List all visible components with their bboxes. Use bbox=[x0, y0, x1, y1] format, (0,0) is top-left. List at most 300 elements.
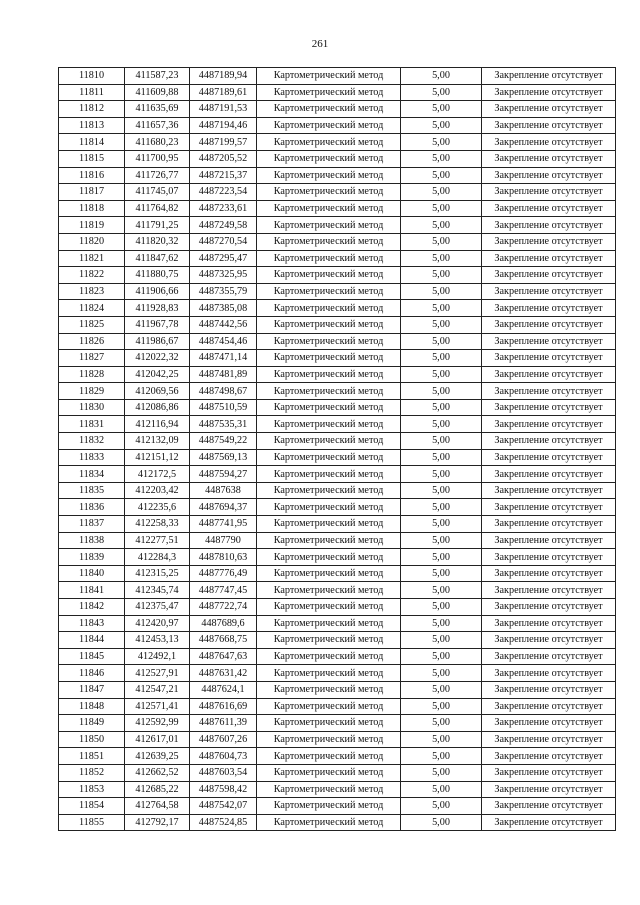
fixing-cell: Закрепление отсутствует bbox=[482, 532, 616, 549]
x-coordinate-cell: 411609,88 bbox=[125, 84, 190, 101]
point-number-cell: 11844 bbox=[59, 632, 125, 649]
fixing-cell: Закрепление отсутствует bbox=[482, 565, 616, 582]
method-cell: Картометрический метод bbox=[257, 433, 401, 450]
point-number-cell: 11836 bbox=[59, 499, 125, 516]
point-number-cell: 11855 bbox=[59, 814, 125, 831]
fixing-cell: Закрепление отсутствует bbox=[482, 466, 616, 483]
table-row bbox=[59, 350, 616, 367]
fixing-cell: Закрепление отсутствует bbox=[482, 217, 616, 234]
table-row bbox=[59, 549, 616, 566]
table-row bbox=[59, 366, 616, 383]
fixing-cell: Закрепление отсутствует bbox=[482, 283, 616, 300]
x-coordinate-cell: 411791,25 bbox=[125, 217, 190, 234]
error-cell: 5,00 bbox=[401, 698, 482, 715]
fixing-cell: Закрепление отсутствует bbox=[482, 665, 616, 682]
table-row bbox=[59, 433, 616, 450]
point-number-cell: 11821 bbox=[59, 250, 125, 267]
error-cell: 5,00 bbox=[401, 200, 482, 217]
error-cell: 5,00 bbox=[401, 101, 482, 118]
point-number-cell: 11825 bbox=[59, 316, 125, 333]
fixing-cell: Закрепление отсутствует bbox=[482, 316, 616, 333]
x-coordinate-cell: 411906,66 bbox=[125, 283, 190, 300]
fixing-cell: Закрепление отсутствует bbox=[482, 698, 616, 715]
x-coordinate-cell: 412571,41 bbox=[125, 698, 190, 715]
y-coordinate-cell: 4487223,54 bbox=[190, 184, 257, 201]
x-coordinate-cell: 411657,36 bbox=[125, 117, 190, 134]
page-number: 261 bbox=[311, 38, 329, 50]
x-coordinate-cell: 412277,51 bbox=[125, 532, 190, 549]
error-cell: 5,00 bbox=[401, 798, 482, 815]
point-number-cell: 11822 bbox=[59, 267, 125, 284]
error-cell: 5,00 bbox=[401, 300, 482, 317]
error-cell: 5,00 bbox=[401, 781, 482, 798]
y-coordinate-cell: 4487325,95 bbox=[190, 267, 257, 284]
point-number-cell: 11816 bbox=[59, 167, 125, 184]
point-number-cell: 11824 bbox=[59, 300, 125, 317]
point-number-cell: 11812 bbox=[59, 101, 125, 118]
fixing-cell: Закрепление отсутствует bbox=[482, 814, 616, 831]
method-cell: Картометрический метод bbox=[257, 681, 401, 698]
table-row bbox=[59, 648, 616, 665]
fixing-cell: Закрепление отсутствует bbox=[482, 117, 616, 134]
table-row bbox=[59, 150, 616, 167]
error-cell: 5,00 bbox=[401, 582, 482, 599]
error-cell: 5,00 bbox=[401, 565, 482, 582]
error-cell: 5,00 bbox=[401, 532, 482, 549]
y-coordinate-cell: 4487722,74 bbox=[190, 599, 257, 616]
method-cell: Картометрический метод bbox=[257, 632, 401, 649]
method-cell: Картометрический метод bbox=[257, 416, 401, 433]
error-cell: 5,00 bbox=[401, 648, 482, 665]
x-coordinate-cell: 412258,33 bbox=[125, 516, 190, 533]
method-cell: Картометрический метод bbox=[257, 399, 401, 416]
y-coordinate-cell: 4487189,94 bbox=[190, 68, 257, 85]
y-coordinate-cell: 4487205,52 bbox=[190, 150, 257, 167]
table-row bbox=[59, 781, 616, 798]
error-cell: 5,00 bbox=[401, 333, 482, 350]
x-coordinate-cell: 412151,12 bbox=[125, 449, 190, 466]
table-row bbox=[59, 383, 616, 400]
point-number-cell: 11827 bbox=[59, 350, 125, 367]
error-cell: 5,00 bbox=[401, 383, 482, 400]
error-cell: 5,00 bbox=[401, 499, 482, 516]
x-coordinate-cell: 411967,78 bbox=[125, 316, 190, 333]
fixing-cell: Закрепление отсутствует bbox=[482, 731, 616, 748]
method-cell: Картометрический метод bbox=[257, 731, 401, 748]
method-cell: Картометрический метод bbox=[257, 217, 401, 234]
method-cell: Картометрический метод bbox=[257, 150, 401, 167]
x-coordinate-cell: 411847,62 bbox=[125, 250, 190, 267]
table-row bbox=[59, 449, 616, 466]
error-cell: 5,00 bbox=[401, 814, 482, 831]
point-number-cell: 11815 bbox=[59, 150, 125, 167]
error-cell: 5,00 bbox=[401, 764, 482, 781]
x-coordinate-cell: 412345,74 bbox=[125, 582, 190, 599]
y-coordinate-cell: 4487542,07 bbox=[190, 798, 257, 815]
error-cell: 5,00 bbox=[401, 549, 482, 566]
x-coordinate-cell: 412764,58 bbox=[125, 798, 190, 815]
table-row bbox=[59, 615, 616, 632]
y-coordinate-cell: 4487535,31 bbox=[190, 416, 257, 433]
method-cell: Картометрический метод bbox=[257, 516, 401, 533]
y-coordinate-cell: 4487790 bbox=[190, 532, 257, 549]
y-coordinate-cell: 4487270,54 bbox=[190, 233, 257, 250]
x-coordinate-cell: 412662,52 bbox=[125, 764, 190, 781]
fixing-cell: Закрепление отсутствует bbox=[482, 68, 616, 85]
table-row bbox=[59, 200, 616, 217]
table-row bbox=[59, 416, 616, 433]
method-cell: Картометрический метод bbox=[257, 333, 401, 350]
fixing-cell: Закрепление отсутствует bbox=[482, 632, 616, 649]
x-coordinate-cell: 412069,56 bbox=[125, 383, 190, 400]
y-coordinate-cell: 4487694,37 bbox=[190, 499, 257, 516]
point-number-cell: 11810 bbox=[59, 68, 125, 85]
fixing-cell: Закрепление отсутствует bbox=[482, 516, 616, 533]
y-coordinate-cell: 4487776,49 bbox=[190, 565, 257, 582]
method-cell: Картометрический метод bbox=[257, 814, 401, 831]
method-cell: Картометрический метод bbox=[257, 316, 401, 333]
fixing-cell: Закрепление отсутствует bbox=[482, 582, 616, 599]
y-coordinate-cell: 4487249,58 bbox=[190, 217, 257, 234]
y-coordinate-cell: 4487607,26 bbox=[190, 731, 257, 748]
x-coordinate-cell: 412420,97 bbox=[125, 615, 190, 632]
table-row bbox=[59, 731, 616, 748]
point-number-cell: 11841 bbox=[59, 582, 125, 599]
y-coordinate-cell: 4487569,13 bbox=[190, 449, 257, 466]
method-cell: Картометрический метод bbox=[257, 84, 401, 101]
point-number-cell: 11833 bbox=[59, 449, 125, 466]
error-cell: 5,00 bbox=[401, 715, 482, 732]
table-row bbox=[59, 599, 616, 616]
method-cell: Картометрический метод bbox=[257, 698, 401, 715]
error-cell: 5,00 bbox=[401, 117, 482, 134]
fixing-cell: Закрепление отсутствует bbox=[482, 233, 616, 250]
fixing-cell: Закрепление отсутствует bbox=[482, 599, 616, 616]
fixing-cell: Закрепление отсутствует bbox=[482, 781, 616, 798]
error-cell: 5,00 bbox=[401, 731, 482, 748]
table-row bbox=[59, 267, 616, 284]
table-row bbox=[59, 184, 616, 201]
x-coordinate-cell: 412792,17 bbox=[125, 814, 190, 831]
point-number-cell: 11818 bbox=[59, 200, 125, 217]
x-coordinate-cell: 412547,21 bbox=[125, 681, 190, 698]
coordinates-table-body bbox=[59, 68, 616, 831]
point-number-cell: 11851 bbox=[59, 748, 125, 765]
fixing-cell: Закрепление отсутствует bbox=[482, 300, 616, 317]
fixing-cell: Закрепление отсутствует bbox=[482, 748, 616, 765]
error-cell: 5,00 bbox=[401, 150, 482, 167]
y-coordinate-cell: 4487295,47 bbox=[190, 250, 257, 267]
table-row bbox=[59, 814, 616, 831]
error-cell: 5,00 bbox=[401, 217, 482, 234]
x-coordinate-cell: 411700,95 bbox=[125, 150, 190, 167]
y-coordinate-cell: 4487191,53 bbox=[190, 101, 257, 118]
x-coordinate-cell: 412116,94 bbox=[125, 416, 190, 433]
method-cell: Картометрический метод bbox=[257, 781, 401, 798]
y-coordinate-cell: 4487194,46 bbox=[190, 117, 257, 134]
y-coordinate-cell: 4487549,22 bbox=[190, 433, 257, 450]
error-cell: 5,00 bbox=[401, 167, 482, 184]
x-coordinate-cell: 412592,99 bbox=[125, 715, 190, 732]
error-cell: 5,00 bbox=[401, 449, 482, 466]
point-number-cell: 11823 bbox=[59, 283, 125, 300]
x-coordinate-cell: 412172,5 bbox=[125, 466, 190, 483]
method-cell: Картометрический метод bbox=[257, 283, 401, 300]
table-row bbox=[59, 300, 616, 317]
fixing-cell: Закрепление отсутствует bbox=[482, 134, 616, 151]
point-number-cell: 11839 bbox=[59, 549, 125, 566]
method-cell: Картометрический метод bbox=[257, 748, 401, 765]
error-cell: 5,00 bbox=[401, 84, 482, 101]
method-cell: Картометрический метод bbox=[257, 715, 401, 732]
fixing-cell: Закрепление отсутствует bbox=[482, 383, 616, 400]
table-row bbox=[59, 715, 616, 732]
fixing-cell: Закрепление отсутствует bbox=[482, 101, 616, 118]
fixing-cell: Закрепление отсутствует bbox=[482, 449, 616, 466]
point-number-cell: 11849 bbox=[59, 715, 125, 732]
method-cell: Картометрический метод bbox=[257, 532, 401, 549]
y-coordinate-cell: 4487604,73 bbox=[190, 748, 257, 765]
method-cell: Картометрический метод bbox=[257, 798, 401, 815]
y-coordinate-cell: 4487385,08 bbox=[190, 300, 257, 317]
y-coordinate-cell: 4487233,61 bbox=[190, 200, 257, 217]
x-coordinate-cell: 412203,42 bbox=[125, 482, 190, 499]
point-number-cell: 11828 bbox=[59, 366, 125, 383]
y-coordinate-cell: 4487481,89 bbox=[190, 366, 257, 383]
fixing-cell: Закрепление отсутствует bbox=[482, 399, 616, 416]
x-coordinate-cell: 411680,23 bbox=[125, 134, 190, 151]
error-cell: 5,00 bbox=[401, 433, 482, 450]
table-row bbox=[59, 632, 616, 649]
x-coordinate-cell: 411587,23 bbox=[125, 68, 190, 85]
point-number-cell: 11829 bbox=[59, 383, 125, 400]
error-cell: 5,00 bbox=[401, 748, 482, 765]
point-number-cell: 11848 bbox=[59, 698, 125, 715]
y-coordinate-cell: 4487638 bbox=[190, 482, 257, 499]
x-coordinate-cell: 411745,07 bbox=[125, 184, 190, 201]
method-cell: Картометрический метод bbox=[257, 565, 401, 582]
table-row bbox=[59, 698, 616, 715]
y-coordinate-cell: 4487668,75 bbox=[190, 632, 257, 649]
table-row bbox=[59, 681, 616, 698]
error-cell: 5,00 bbox=[401, 466, 482, 483]
fixing-cell: Закрепление отсутствует bbox=[482, 167, 616, 184]
x-coordinate-cell: 411635,69 bbox=[125, 101, 190, 118]
fixing-cell: Закрепление отсутствует bbox=[482, 764, 616, 781]
method-cell: Картометрический метод bbox=[257, 383, 401, 400]
method-cell: Картометрический метод bbox=[257, 184, 401, 201]
error-cell: 5,00 bbox=[401, 233, 482, 250]
y-coordinate-cell: 4487524,85 bbox=[190, 814, 257, 831]
table-row bbox=[59, 84, 616, 101]
point-number-cell: 11813 bbox=[59, 117, 125, 134]
x-coordinate-cell: 411928,83 bbox=[125, 300, 190, 317]
fixing-cell: Закрепление отсутствует bbox=[482, 150, 616, 167]
y-coordinate-cell: 4487442,56 bbox=[190, 316, 257, 333]
point-number-cell: 11847 bbox=[59, 681, 125, 698]
point-number-cell: 11814 bbox=[59, 134, 125, 151]
coordinates-table bbox=[58, 67, 616, 831]
table-row bbox=[59, 217, 616, 234]
method-cell: Картометрический метод bbox=[257, 764, 401, 781]
table-row bbox=[59, 333, 616, 350]
method-cell: Картометрический метод bbox=[257, 233, 401, 250]
point-number-cell: 11834 bbox=[59, 466, 125, 483]
fixing-cell: Закрепление отсутствует bbox=[482, 200, 616, 217]
table-row bbox=[59, 316, 616, 333]
x-coordinate-cell: 412492,1 bbox=[125, 648, 190, 665]
table-row bbox=[59, 482, 616, 499]
method-cell: Картометрический метод bbox=[257, 466, 401, 483]
table-row bbox=[59, 233, 616, 250]
error-cell: 5,00 bbox=[401, 615, 482, 632]
table-row bbox=[59, 748, 616, 765]
point-number-cell: 11830 bbox=[59, 399, 125, 416]
table-row bbox=[59, 516, 616, 533]
point-number-cell: 11837 bbox=[59, 516, 125, 533]
error-cell: 5,00 bbox=[401, 399, 482, 416]
table-row bbox=[59, 798, 616, 815]
table-row bbox=[59, 134, 616, 151]
y-coordinate-cell: 4487498,67 bbox=[190, 383, 257, 400]
method-cell: Картометрический метод bbox=[257, 117, 401, 134]
y-coordinate-cell: 4487454,46 bbox=[190, 333, 257, 350]
error-cell: 5,00 bbox=[401, 681, 482, 698]
table-row bbox=[59, 101, 616, 118]
point-number-cell: 11826 bbox=[59, 333, 125, 350]
point-number-cell: 11846 bbox=[59, 665, 125, 682]
method-cell: Картометрический метод bbox=[257, 499, 401, 516]
x-coordinate-cell: 412315,25 bbox=[125, 565, 190, 582]
fixing-cell: Закрепление отсутствует bbox=[482, 549, 616, 566]
y-coordinate-cell: 4487810,63 bbox=[190, 549, 257, 566]
y-coordinate-cell: 4487689,6 bbox=[190, 615, 257, 632]
error-cell: 5,00 bbox=[401, 416, 482, 433]
x-coordinate-cell: 412617,01 bbox=[125, 731, 190, 748]
table-row bbox=[59, 499, 616, 516]
x-coordinate-cell: 412284,3 bbox=[125, 549, 190, 566]
x-coordinate-cell: 412453,13 bbox=[125, 632, 190, 649]
point-number-cell: 11819 bbox=[59, 217, 125, 234]
fixing-cell: Закрепление отсутствует bbox=[482, 648, 616, 665]
x-coordinate-cell: 412527,91 bbox=[125, 665, 190, 682]
point-number-cell: 11843 bbox=[59, 615, 125, 632]
point-number-cell: 11854 bbox=[59, 798, 125, 815]
table-row bbox=[59, 582, 616, 599]
table-row bbox=[59, 466, 616, 483]
y-coordinate-cell: 4487215,37 bbox=[190, 167, 257, 184]
table-row bbox=[59, 764, 616, 781]
x-coordinate-cell: 412685,22 bbox=[125, 781, 190, 798]
fixing-cell: Закрепление отсутствует bbox=[482, 482, 616, 499]
point-number-cell: 11835 bbox=[59, 482, 125, 499]
fixing-cell: Закрепление отсутствует bbox=[482, 681, 616, 698]
x-coordinate-cell: 411820,32 bbox=[125, 233, 190, 250]
fixing-cell: Закрепление отсутствует bbox=[482, 499, 616, 516]
fixing-cell: Закрепление отсутствует bbox=[482, 84, 616, 101]
fixing-cell: Закрепление отсутствует bbox=[482, 615, 616, 632]
y-coordinate-cell: 4487594,27 bbox=[190, 466, 257, 483]
fixing-cell: Закрепление отсутствует bbox=[482, 184, 616, 201]
point-number-cell: 11820 bbox=[59, 233, 125, 250]
x-coordinate-cell: 411764,82 bbox=[125, 200, 190, 217]
error-cell: 5,00 bbox=[401, 516, 482, 533]
y-coordinate-cell: 4487616,69 bbox=[190, 698, 257, 715]
fixing-cell: Закрепление отсутствует bbox=[482, 433, 616, 450]
fixing-cell: Закрепление отсутствует bbox=[482, 333, 616, 350]
x-coordinate-cell: 412132,09 bbox=[125, 433, 190, 450]
table-row bbox=[59, 117, 616, 134]
point-number-cell: 11831 bbox=[59, 416, 125, 433]
error-cell: 5,00 bbox=[401, 599, 482, 616]
y-coordinate-cell: 4487199,57 bbox=[190, 134, 257, 151]
point-number-cell: 11852 bbox=[59, 764, 125, 781]
point-number-cell: 11817 bbox=[59, 184, 125, 201]
table-row bbox=[59, 565, 616, 582]
x-coordinate-cell: 411986,67 bbox=[125, 333, 190, 350]
table-row bbox=[59, 399, 616, 416]
error-cell: 5,00 bbox=[401, 283, 482, 300]
method-cell: Картометрический метод bbox=[257, 366, 401, 383]
method-cell: Картометрический метод bbox=[257, 101, 401, 118]
fixing-cell: Закрепление отсутствует bbox=[482, 250, 616, 267]
y-coordinate-cell: 4487355,79 bbox=[190, 283, 257, 300]
method-cell: Картометрический метод bbox=[257, 267, 401, 284]
point-number-cell: 11838 bbox=[59, 532, 125, 549]
point-number-cell: 11842 bbox=[59, 599, 125, 616]
table-row bbox=[59, 665, 616, 682]
point-number-cell: 11853 bbox=[59, 781, 125, 798]
y-coordinate-cell: 4487603,54 bbox=[190, 764, 257, 781]
point-number-cell: 11840 bbox=[59, 565, 125, 582]
error-cell: 5,00 bbox=[401, 68, 482, 85]
x-coordinate-cell: 412022,32 bbox=[125, 350, 190, 367]
fixing-cell: Закрепление отсутствует bbox=[482, 366, 616, 383]
y-coordinate-cell: 4487631,42 bbox=[190, 665, 257, 682]
y-coordinate-cell: 4487598,42 bbox=[190, 781, 257, 798]
method-cell: Картометрический метод bbox=[257, 665, 401, 682]
x-coordinate-cell: 412639,25 bbox=[125, 748, 190, 765]
method-cell: Картометрический метод bbox=[257, 200, 401, 217]
point-number-cell: 11845 bbox=[59, 648, 125, 665]
x-coordinate-cell: 412086,86 bbox=[125, 399, 190, 416]
table-row bbox=[59, 68, 616, 85]
method-cell: Картометрический метод bbox=[257, 599, 401, 616]
point-number-cell: 11850 bbox=[59, 731, 125, 748]
y-coordinate-cell: 4487647,63 bbox=[190, 648, 257, 665]
table-row bbox=[59, 167, 616, 184]
x-coordinate-cell: 411726,77 bbox=[125, 167, 190, 184]
fixing-cell: Закрепление отсутствует bbox=[482, 416, 616, 433]
x-coordinate-cell: 412042,25 bbox=[125, 366, 190, 383]
error-cell: 5,00 bbox=[401, 366, 482, 383]
method-cell: Картометрический метод bbox=[257, 134, 401, 151]
y-coordinate-cell: 4487189,61 bbox=[190, 84, 257, 101]
point-number-cell: 11832 bbox=[59, 433, 125, 450]
method-cell: Картометрический метод bbox=[257, 167, 401, 184]
x-coordinate-cell: 411880,75 bbox=[125, 267, 190, 284]
error-cell: 5,00 bbox=[401, 482, 482, 499]
error-cell: 5,00 bbox=[401, 250, 482, 267]
y-coordinate-cell: 4487747,45 bbox=[190, 582, 257, 599]
method-cell: Картометрический метод bbox=[257, 582, 401, 599]
error-cell: 5,00 bbox=[401, 350, 482, 367]
method-cell: Картометрический метод bbox=[257, 350, 401, 367]
method-cell: Картометрический метод bbox=[257, 482, 401, 499]
method-cell: Картометрический метод bbox=[257, 615, 401, 632]
error-cell: 5,00 bbox=[401, 267, 482, 284]
y-coordinate-cell: 4487741,95 bbox=[190, 516, 257, 533]
